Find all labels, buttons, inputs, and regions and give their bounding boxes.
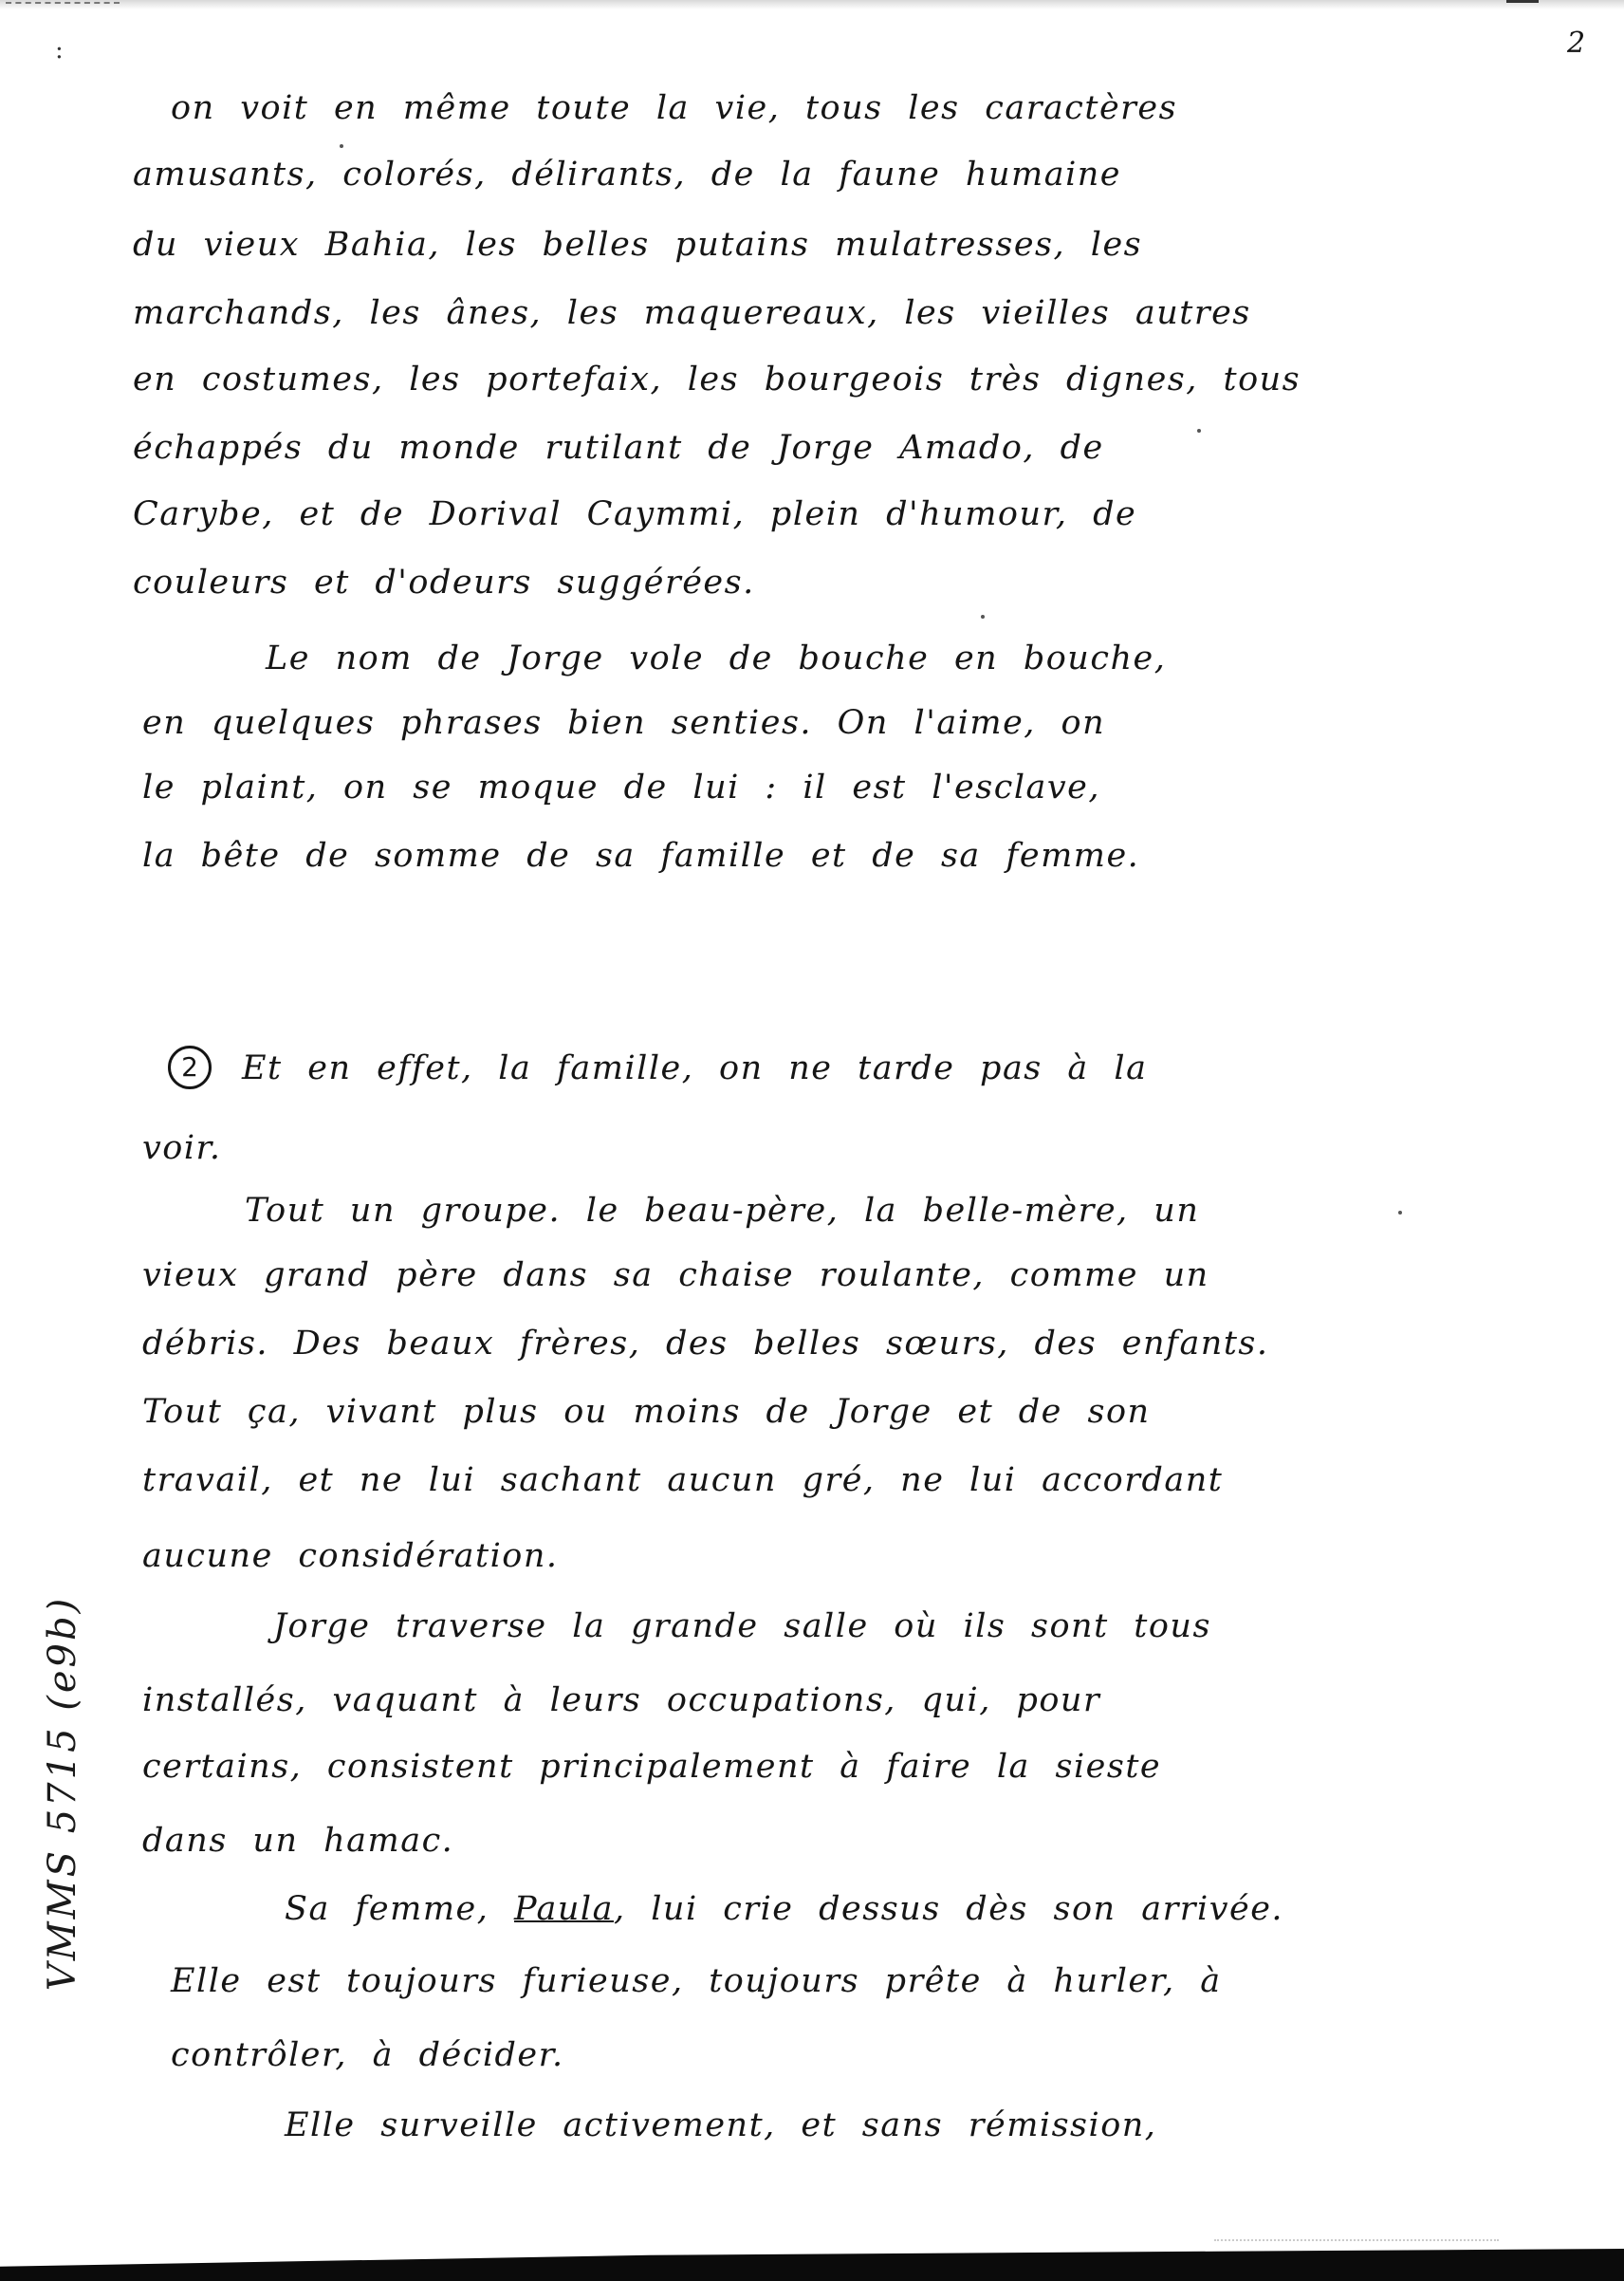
text-line-15: Tout un groupe. le beau-père, la belle-mère, un bbox=[245, 1192, 1200, 1230]
text-line-1: on voit en même toute la vie, tous les caractères bbox=[171, 89, 1178, 127]
underlined-name-paula: Paula bbox=[514, 1890, 614, 1928]
margin-annotation: VMMS 5715 (e9b) bbox=[41, 1595, 84, 1992]
text-line-5: en costumes, les portefaix, les bourgeois très dignes, tous bbox=[133, 361, 1301, 399]
text-line-20: aucune considération. bbox=[142, 1537, 559, 1575]
text-line-8: couleurs et d'odeurs suggérées. bbox=[133, 564, 755, 602]
text-line-14: voir. bbox=[142, 1129, 222, 1167]
text-line-3: du vieux Bahia, les belles putains mulatresses, les bbox=[133, 226, 1143, 264]
text-line-24: dans un hamac. bbox=[142, 1822, 454, 1860]
text-line-23: certains, consistent principalement à faire la sieste bbox=[142, 1748, 1162, 1786]
corner-mark bbox=[6, 2, 120, 9]
text-line-12: la bête de somme de sa famille et de sa femme. bbox=[142, 837, 1140, 875]
scan-noise bbox=[1214, 2182, 1499, 2241]
text-line-21: Jorge traverse la grande salle où ils sont tous bbox=[273, 1607, 1211, 1645]
text-line-25-start: Sa femme, bbox=[285, 1890, 489, 1928]
text-line-26: Elle est toujours furieuse, toujours prête à hurler, à bbox=[171, 1962, 1222, 2000]
text-line-16: vieux grand père dans sa chaise roulante, comme un bbox=[142, 1256, 1209, 1294]
scan-speck bbox=[1197, 429, 1201, 433]
text-line-9: Le nom de Jorge vole de bouche en bouche, bbox=[266, 640, 1167, 677]
text-line-7: Carybe, et de Dorival Caymmi, plein d'humour, de bbox=[133, 495, 1137, 533]
text-line-13: Et en effet, la famille, on ne tarde pas à la bbox=[242, 1049, 1148, 1087]
section-number-circle: 2 bbox=[168, 1046, 212, 1089]
scan-edge-bottom bbox=[0, 2249, 1624, 2281]
page-number: 2 bbox=[1567, 27, 1586, 60]
margin-colon-mark: : bbox=[55, 36, 64, 65]
text-line-2: amusants, colorés, délirants, de la faune humaine bbox=[133, 156, 1122, 194]
text-line-27: contrôler, à décider. bbox=[171, 2036, 564, 2074]
text-line-17: débris. Des beaux frères, des belles sœurs, des enfants. bbox=[142, 1325, 1269, 1363]
text-line-6: échappés du monde rutilant de Jorge Amado, de bbox=[133, 429, 1104, 467]
top-right-mark bbox=[1506, 0, 1539, 3]
text-line-10: en quelques phrases bien senties. On l'aime, on bbox=[142, 704, 1106, 742]
text-line-25-end: , lui crie dessus dès son arrivée. bbox=[613, 1890, 1284, 1928]
text-line-28: Elle surveille activement, et sans rémission, bbox=[285, 2106, 1157, 2144]
scan-speck bbox=[1398, 1211, 1402, 1215]
text-line-25 bbox=[285, 1888, 1283, 1930]
text-line-22: installés, vaquant à leurs occupations, qui, pour bbox=[142, 1681, 1101, 1719]
text-line-18: Tout ça, vivant plus ou moins de Jorge et de son bbox=[142, 1393, 1151, 1431]
text-line-19: travail, et ne lui sachant aucun gré, ne lui accordant bbox=[142, 1461, 1224, 1499]
text-line-4: marchands, les ânes, les maquereaux, les vieilles autres bbox=[133, 294, 1251, 332]
scan-speck bbox=[981, 615, 985, 619]
scan-edge-top bbox=[0, 0, 1624, 9]
text-line-11: le plaint, on se moque de lui : il est l'esclave, bbox=[142, 769, 1100, 807]
scan-speck bbox=[340, 144, 343, 148]
